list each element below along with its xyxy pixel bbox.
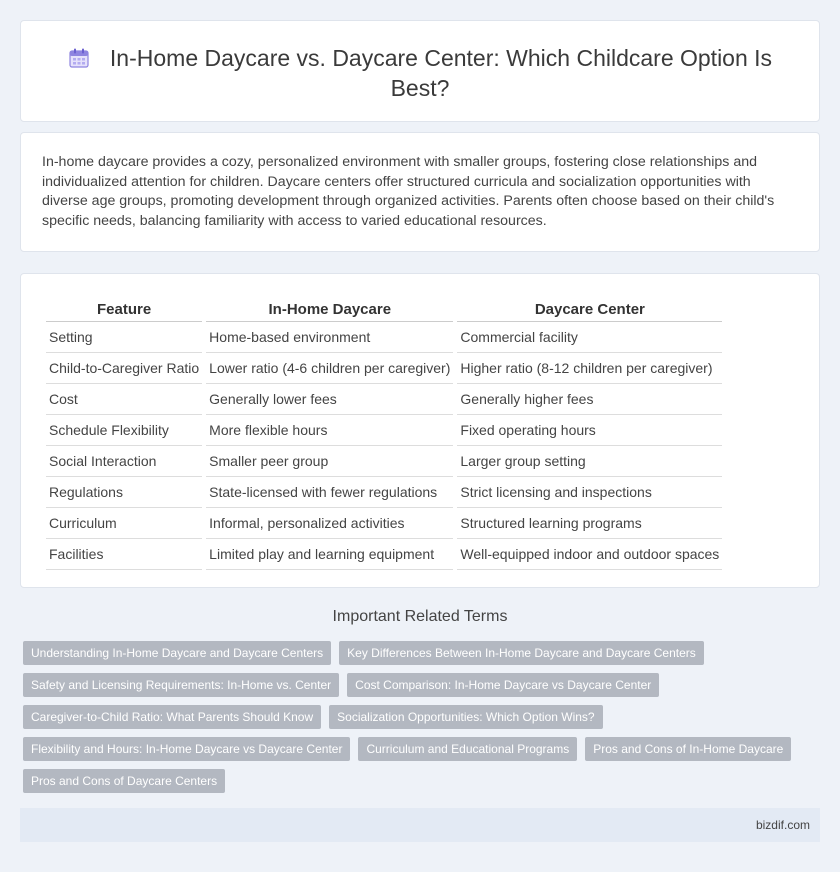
table-cell: Social Interaction bbox=[46, 446, 202, 477]
table-cell: Home-based environment bbox=[206, 322, 453, 353]
column-header-in-home: In-Home Daycare bbox=[206, 294, 453, 322]
comparison-card bbox=[20, 273, 820, 588]
table-cell: Setting bbox=[46, 322, 202, 353]
table-cell: Generally lower fees bbox=[206, 384, 453, 415]
related-terms-heading: Important Related Terms bbox=[332, 608, 508, 625]
table-cell: Structured learning programs bbox=[457, 508, 722, 539]
table-row bbox=[46, 508, 722, 539]
table-cell: Lower ratio (4-6 children per caregiver) bbox=[206, 353, 453, 384]
page-title bbox=[61, 43, 779, 103]
page-title-text: In-Home Daycare vs. Daycare Center: Which Childcare Option Is Best? bbox=[109, 45, 773, 101]
table-row bbox=[46, 415, 722, 446]
footer-site-link[interactable]: bizdif.com bbox=[755, 818, 810, 832]
table-row bbox=[46, 384, 722, 415]
table-cell: Fixed operating hours bbox=[457, 415, 722, 446]
related-terms-list bbox=[23, 641, 813, 793]
table-cell: Schedule Flexibility bbox=[46, 415, 202, 446]
table-row bbox=[46, 322, 722, 353]
table-cell: Generally higher fees bbox=[457, 384, 722, 415]
related-term-tag[interactable]: Key Differences Between In-Home Daycare and Daycare Centers bbox=[339, 641, 704, 665]
table-cell: Smaller peer group bbox=[206, 446, 453, 477]
table-row bbox=[46, 446, 722, 477]
related-term-tag[interactable]: Socialization Opportunities: Which Option Wins? bbox=[329, 705, 602, 729]
related-term-tag[interactable]: Caregiver-to-Child Ratio: What Parents Should Know bbox=[23, 705, 321, 729]
table-cell: Commercial facility bbox=[457, 322, 722, 353]
table-cell: Child-to-Caregiver Ratio bbox=[46, 353, 202, 384]
table-row bbox=[46, 353, 722, 384]
table-row bbox=[46, 477, 722, 508]
table-cell: Facilities bbox=[46, 539, 202, 570]
comparison-table bbox=[42, 294, 726, 570]
related-term-tag[interactable]: Curriculum and Educational Programs bbox=[358, 737, 577, 761]
title-row bbox=[61, 43, 779, 103]
table-cell: Limited play and learning equipment bbox=[206, 539, 453, 570]
intro-card bbox=[20, 132, 820, 252]
calendar-icon bbox=[68, 47, 90, 69]
table-row bbox=[46, 539, 722, 570]
related-term-tag[interactable]: Understanding In-Home Daycare and Daycare Centers bbox=[23, 641, 331, 665]
table-cell: Curriculum bbox=[46, 508, 202, 539]
table-cell: Regulations bbox=[46, 477, 202, 508]
table-cell: Higher ratio (8-12 children per caregiver) bbox=[457, 353, 722, 384]
table-cell: More flexible hours bbox=[206, 415, 453, 446]
related-term-tag[interactable]: Flexibility and Hours: In-Home Daycare vs Daycare Center bbox=[23, 737, 350, 761]
related-term-tag[interactable]: Pros and Cons of In-Home Daycare bbox=[585, 737, 791, 761]
header-card bbox=[20, 20, 820, 122]
related-term-tag[interactable]: Pros and Cons of Daycare Centers bbox=[23, 769, 225, 793]
column-header-feature: Feature bbox=[46, 294, 202, 322]
intro-paragraph: In-home daycare provides a cozy, personalized environment with smaller groups, fostering close relationships and individualized attention for children. Daycare centers offer structured curricula and socialization opportunities with diverse age groups, promoting development through organized activities. Parents often choose based on their child's specific needs, balancing familiarity with access to varied educational resources. bbox=[42, 154, 775, 229]
table-cell: Cost bbox=[46, 384, 202, 415]
column-header-center: Daycare Center bbox=[457, 294, 722, 322]
table-cell: Well-equipped indoor and outdoor spaces bbox=[457, 539, 722, 570]
table-cell: Larger group setting bbox=[457, 446, 722, 477]
related-term-tag[interactable]: Cost Comparison: In-Home Daycare vs Daycare Center bbox=[347, 673, 659, 697]
table-header-row bbox=[46, 294, 722, 322]
table-cell: Strict licensing and inspections bbox=[457, 477, 722, 508]
footer bbox=[20, 808, 820, 842]
related-term-tag[interactable]: Safety and Licensing Requirements: In-Home vs. Center bbox=[23, 673, 339, 697]
table-cell: State-licensed with fewer regulations bbox=[206, 477, 453, 508]
table-cell: Informal, personalized activities bbox=[206, 508, 453, 539]
